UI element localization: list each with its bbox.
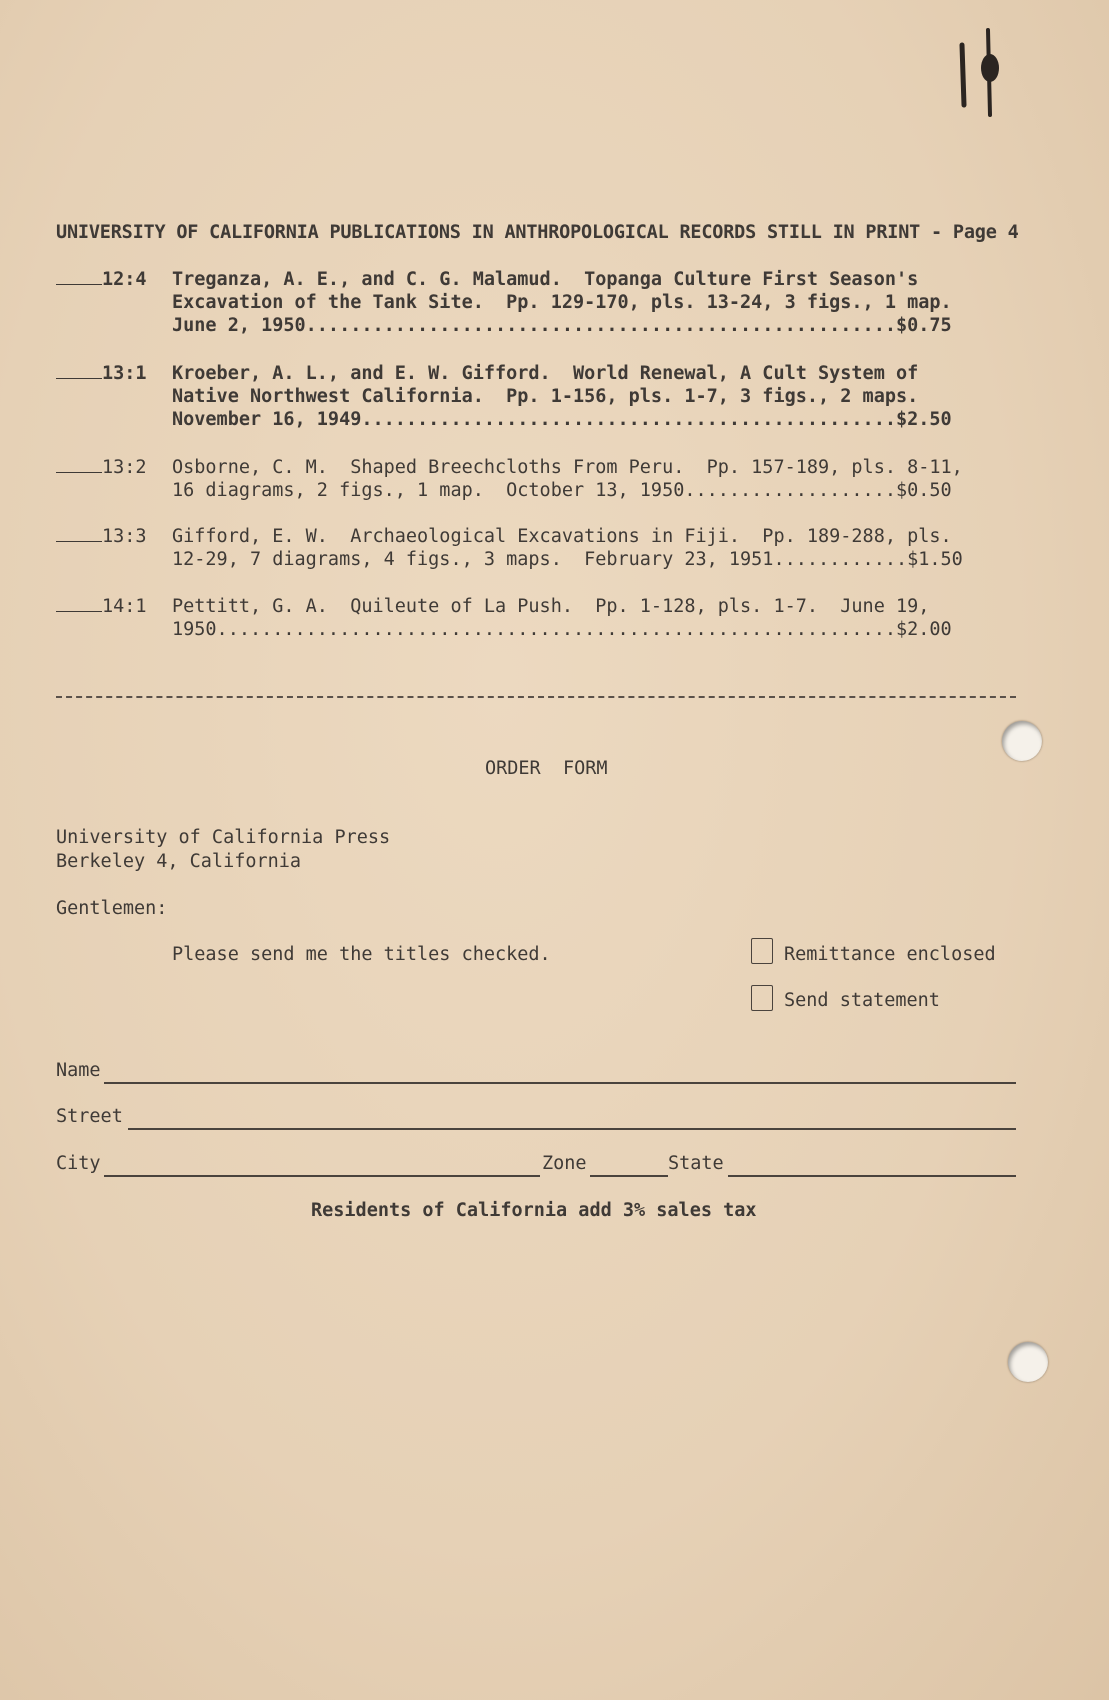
checkbox-line[interactable] (56, 472, 102, 473)
entry-number: 13:1 (102, 363, 147, 384)
entry-line: 1950.............................................................$2.00 (172, 619, 952, 640)
street-label: Street (56, 1106, 123, 1127)
entry-line: Native Northwest California. Pp. 1-156, pls. 1-7, 3 figs., 2 maps. (172, 386, 919, 407)
street-field[interactable] (128, 1128, 1016, 1130)
state-label: State (668, 1153, 724, 1174)
zone-field[interactable] (590, 1175, 668, 1177)
entry-line: Osborne, C. M. Shaped Breechcloths From Peru. Pp. 157-189, pls. 8-11, (172, 457, 963, 478)
entry-number: 12:4 (102, 269, 147, 290)
entry-line: Excavation of the Tank Site. Pp. 129-170, pls. 13-24, 3 figs., 1 map. (172, 292, 952, 313)
entry-line: Gifford, E. W. Archaeological Excavations in Fiji. Pp. 189-288, pls. (172, 526, 952, 547)
punch-hole-bottom (1008, 1342, 1048, 1382)
entry-text (172, 456, 963, 502)
statement-label: Send statement (784, 990, 940, 1011)
entry-line: Kroeber, A. L., and E. W. Gifford. World Renewal, A Cult System of (172, 363, 919, 384)
statement-checkbox[interactable] (751, 985, 773, 1011)
entry-line: November 16, 1949................................................$2.50 (172, 409, 952, 430)
entry-text (172, 595, 952, 641)
entry-text (172, 268, 952, 337)
address-line: University of California Press (56, 827, 391, 848)
entry-number: 14:1 (102, 596, 147, 617)
entry-line: Pettitt, G. A. Quileute of La Push. Pp. 1-128, pls. 1-7. June 19, (172, 596, 930, 617)
tear-off-divider (56, 696, 1016, 698)
remittance-label: Remittance enclosed (784, 944, 996, 965)
checkbox-line[interactable] (56, 541, 102, 542)
order-form-title: ORDER FORM (485, 758, 608, 779)
request-text: Please send me the titles checked. (172, 944, 551, 965)
checkbox-line[interactable] (56, 611, 102, 612)
address-line: Berkeley 4, California (56, 851, 302, 872)
salutation: Gentlemen: (56, 898, 168, 919)
entry-text (172, 362, 952, 431)
remittance-checkbox[interactable] (751, 938, 773, 964)
zone-label: Zone (542, 1153, 587, 1174)
entry-number: 13:2 (102, 457, 147, 478)
handwritten-page-mark (950, 10, 1020, 120)
entry-number: 13:3 (102, 526, 147, 547)
entry-line: June 2, 1950.....................................................$0.75 (172, 315, 952, 336)
name-label: Name (56, 1060, 101, 1081)
city-field[interactable] (104, 1175, 540, 1177)
entry-line: 12-29, 7 diagrams, 4 figs., 3 maps. February 23, 1951............$1.50 (172, 549, 963, 570)
entry-text (172, 525, 963, 571)
state-field[interactable] (728, 1175, 1016, 1177)
punch-hole-top (1002, 721, 1042, 761)
checkbox-line[interactable] (56, 284, 102, 285)
entry-line: 16 diagrams, 2 figs., 1 map. October 13, 1950...................$0.50 (172, 480, 952, 501)
name-field[interactable] (104, 1082, 1016, 1084)
tax-note: Residents of California add 3% sales tax (311, 1200, 757, 1221)
checkbox-line[interactable] (56, 378, 102, 379)
entry-line: Treganza, A. E., and C. G. Malamud. Topanga Culture First Season's (172, 269, 919, 290)
city-label: City (56, 1153, 101, 1174)
page-header: UNIVERSITY OF CALIFORNIA PUBLICATIONS IN ANTHROPOLOGICAL RECORDS STILL IN PRINT - Page 4 (56, 222, 1019, 243)
